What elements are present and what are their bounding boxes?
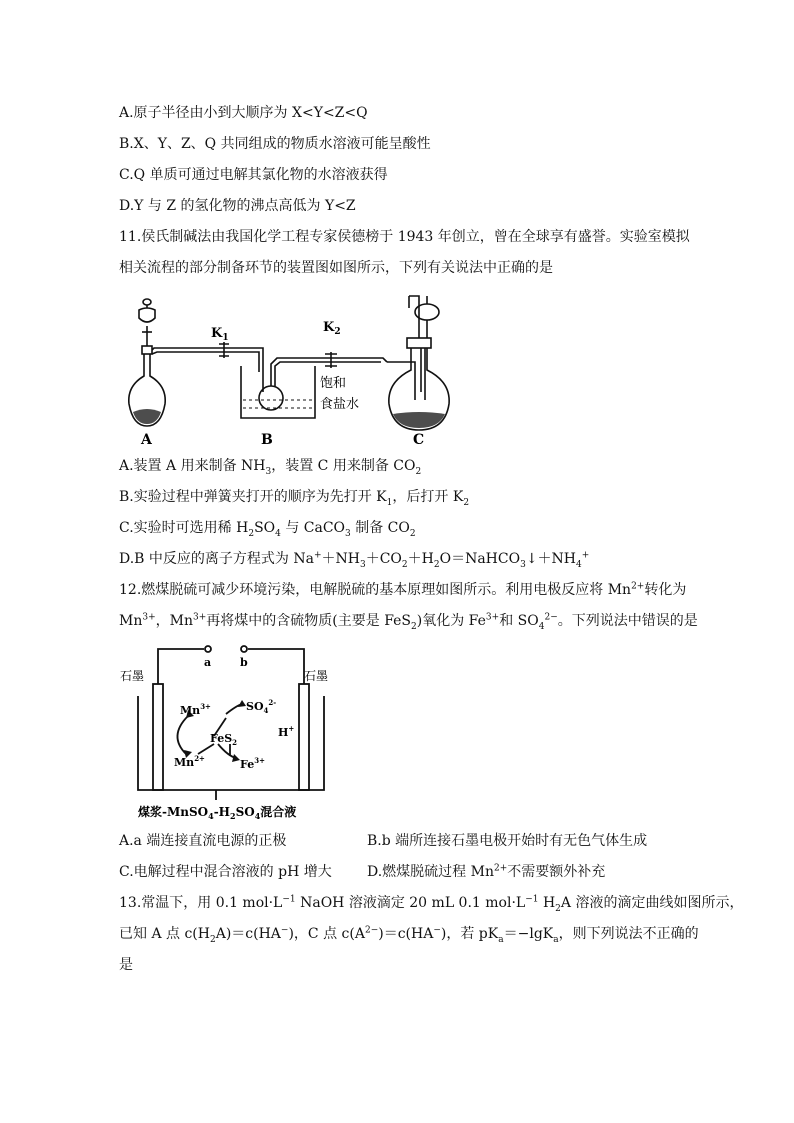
q11-option-a: A.装置 A 用来制备 $NH_3$，装置 C 用来制备 $CO_2$ — [119, 458, 422, 477]
q11-option-c: C.实验时可选用稀 $H_2SO_4$ 与 CaCO$_3$ 制备 $CO_2$ — [119, 520, 416, 539]
right-electrode-label: 石墨 — [304, 669, 329, 683]
mn3-label: $Mn^{3+}$ — [180, 702, 211, 717]
q12-option-c: C.电解过程中混合溶液的 pH 增大 — [119, 864, 332, 880]
q13-stem-line3: 是 — [119, 957, 133, 973]
q12-option-a: A.a 端连接直流电源的正极 — [119, 833, 287, 849]
q11-option-d: D.B 中反应的离子方程式为 $Na^++NH_3+CO_2+H_2O=NaHCO_3↓+NH_4^+$ — [119, 550, 590, 570]
q10-option-c: C.Q 单质可通过电解其氯化物的水溶液获得 — [119, 167, 388, 183]
apparatus-c-label: C — [413, 432, 425, 448]
q11-option-b: B.实验过程中弹簧夹打开的顺序为先打开 $K_1$，后打开 $K_2$ — [119, 489, 470, 508]
q10-option-a: A.原子半径由小到大顺序为 X<Y<Z<Q — [119, 105, 368, 121]
q11-apparatus-figure — [125, 288, 455, 448]
fes2-label: FeS$_2$ — [210, 732, 238, 747]
mixture-caption: 煤浆$-MnSO_4-H_2SO_4$混合液 — [138, 805, 297, 821]
q12-electrolysis-figure — [118, 644, 338, 824]
q13-stem-line2: 已知 A 点 $c(H_2A)=c(HA^-)$，C 点 $c(A^{2-})=c(HA^-)$，若 $pK_a=-\lg K_a$，则下列说法不正确的 — [119, 925, 699, 945]
q11-stem-line2: 相关流程的部分制备环节的装置图如图所示，下列有关说法中正确的是 — [119, 260, 553, 276]
q12-stem-line2: $Mn^{3+}$，$Mn^{3+}$再将煤中的含硫物质(主要是 FeS$_2$)氧化为 $Fe^{3+}$和 $SO_4^{2-}$。下列说法中错误的是 — [119, 612, 698, 632]
q12-stem-line1: 12.燃煤脱硫可减少环境污染，电解脱硫的基本原理如图所示。利用电极反应将 $Mn^{2+}$转化为 — [119, 581, 687, 598]
terminal-a-label: a — [204, 656, 212, 669]
b-solution-label-2: 食盐水 — [320, 397, 360, 412]
q10-option-d: D.Y 与 Z 的氢化物的沸点高低为 Y<Z — [119, 198, 356, 214]
apparatus-a-label: A — [141, 432, 152, 448]
apparatus-b-label: B — [261, 432, 273, 448]
k2-label: $K_2$ — [323, 320, 341, 337]
left-electrode-label: 石墨 — [120, 669, 145, 683]
q12-option-d: D.燃煤脱硫过程 $Mn^{2+}$不需要额外补充 — [367, 863, 606, 880]
mn2-label: $Mn^{2+}$ — [174, 754, 205, 769]
so4-label: $SO_4^{2-}$ — [246, 698, 277, 715]
q10-option-b: B.X、Y、Z、Q 共同组成的物质水溶液可能呈酸性 — [119, 136, 431, 152]
h-ion-label: H+ — [278, 724, 295, 739]
q11-stem-line1: 11.侯氏制碱法由我国化学工程专家侯德榜于 1943 年创立，曾在全球享有盛誉。实验室模拟 — [119, 229, 690, 245]
k1-label: $K_1$ — [211, 326, 229, 343]
q13-stem-line1: 13.常温下，用 0.1 $mol\cdot L^{-1}$ NaOH 溶液滴定 20 mL 0.1 $mol\cdot L^{-1}$ $H_2A$ 溶液的滴定曲线如图所示， — [119, 894, 744, 914]
b-solution-label-1: 饱和 — [320, 376, 347, 391]
q12-option-b: B.b 端所连接石墨电极开始时有无色气体生成 — [367, 833, 648, 849]
terminal-b-label: b — [240, 656, 248, 669]
fe3-label: $Fe^{3+}$ — [240, 756, 265, 771]
